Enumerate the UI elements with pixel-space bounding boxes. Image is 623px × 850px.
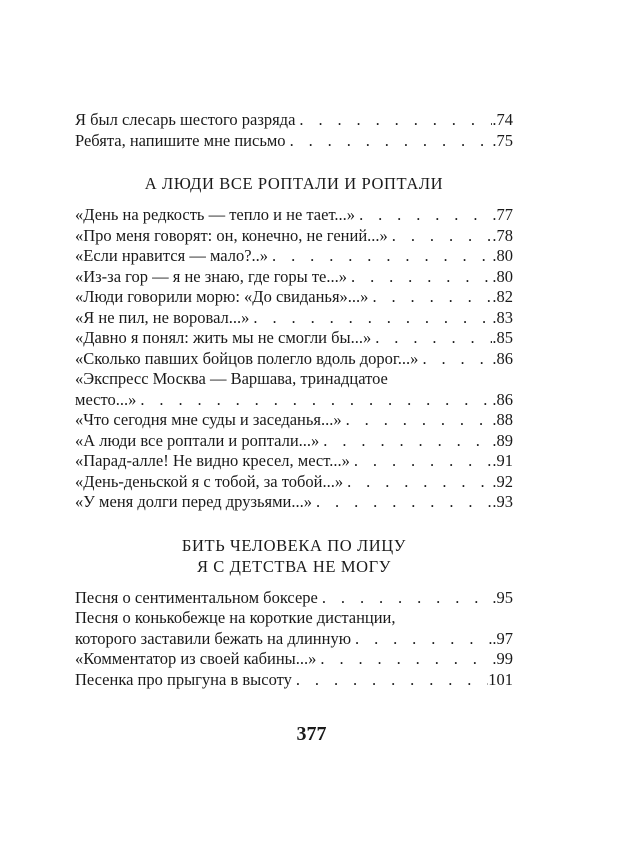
dot-leader xyxy=(286,131,493,152)
toc-entry-title: «Из-за гор — я не знаю, где горы те...» xyxy=(75,266,348,286)
toc-entry xyxy=(75,131,513,152)
dot-leader xyxy=(347,267,492,288)
section-heading-line: БИТЬ ЧЕЛОВЕКА ПО ЛИЦУ xyxy=(181,535,407,555)
toc-entry-title: «Экспресс Москва — Варшава, тринадцатое xyxy=(75,369,388,388)
toc-entry xyxy=(75,246,513,267)
section-heading-line: Я С ДЕТСТВА НЕ МОГУ xyxy=(196,556,392,576)
toc-entry xyxy=(75,390,513,411)
section-heading xyxy=(75,173,513,194)
dot-leader xyxy=(292,670,488,691)
toc-entry-title: «Если нравится — мало?..» xyxy=(75,246,269,265)
toc-entry xyxy=(75,369,513,390)
toc-entry-title: «День-деньской я с тобой, за тобой...» xyxy=(75,471,344,491)
dot-leader xyxy=(351,629,492,650)
toc-entry-page: .91 xyxy=(492,451,513,470)
toc-entry xyxy=(75,629,513,650)
section-heading-line: А ЛЮДИ ВСЕ РОПТАЛИ И РОПТАЛИ xyxy=(144,174,444,193)
toc-entry-page: .82 xyxy=(492,287,513,306)
toc-entry-page: 77 xyxy=(496,205,513,224)
toc-entry-title: «Давно я понял: жить мы не смогли бы...» xyxy=(75,328,372,347)
toc-entry-page: .93 xyxy=(492,492,513,511)
toc-entry-page: .95 xyxy=(492,587,513,607)
toc-entry-title: «Люди говорили морю: «До свиданья»...» xyxy=(75,287,369,306)
toc-entry xyxy=(75,349,513,370)
dot-leader xyxy=(418,349,492,370)
dot-leader xyxy=(316,649,492,670)
toc-entry-page: .86 xyxy=(492,348,513,368)
toc-entry-page: .80 xyxy=(492,246,513,265)
toc-entry xyxy=(75,110,513,131)
toc-entry-page: .92 xyxy=(492,471,513,491)
toc-entry xyxy=(75,205,513,226)
toc-entry-title: «День на редкость — тепло и не тает...» xyxy=(75,205,356,224)
dot-leader xyxy=(350,451,493,472)
section-heading xyxy=(75,535,513,577)
dot-leader xyxy=(388,226,493,247)
toc-entry-title: «Я не пил, не воровал...» xyxy=(75,307,250,327)
toc-entry xyxy=(75,649,513,670)
dot-leader xyxy=(136,390,492,411)
toc-entry xyxy=(75,226,513,247)
toc-entry xyxy=(75,328,513,349)
dot-leader xyxy=(319,431,492,452)
dot-leader xyxy=(268,246,492,267)
toc-entry-title: Песня о конькобежце на короткие дистанции, xyxy=(75,608,396,627)
dot-leader xyxy=(318,588,493,609)
dot-leader xyxy=(249,308,492,329)
toc-entry-title: «У меня долги перед друзьями...» xyxy=(75,492,312,511)
toc-entry-title: «Что сегодня мне суды и заседанья...» xyxy=(75,410,342,429)
toc-entry-title: «Сколько павших бойцов полегло вдоль дорог...» xyxy=(75,348,419,368)
toc-entry-title: «Про меня говорят: он, конечно, не гений...» xyxy=(75,225,388,245)
toc-entry-title: Песенка про прыгуна в высоту xyxy=(75,669,292,689)
page-number: 377 xyxy=(296,723,327,745)
toc-entry-page: .83 xyxy=(492,307,513,327)
toc-entry-page: .99 xyxy=(492,649,513,668)
toc-entry xyxy=(75,588,513,609)
toc-entry-page: .88 xyxy=(492,410,513,429)
toc-entry-title: место...» xyxy=(75,389,137,409)
dot-leader xyxy=(371,328,492,349)
toc-entry-title: Песня о сентиментальном боксере xyxy=(75,587,318,607)
toc-entry-page: .86 xyxy=(492,389,513,409)
toc-entry xyxy=(75,451,513,472)
toc-entry xyxy=(75,410,513,431)
toc-entry-page: .80 xyxy=(492,266,513,286)
toc-entry xyxy=(75,670,513,691)
toc-entry-page: .75 xyxy=(492,130,513,150)
dot-leader xyxy=(342,410,493,431)
table-of-contents xyxy=(75,110,513,690)
toc-entry xyxy=(75,308,513,329)
toc-entry-title: Ребята, напишите мне письмо xyxy=(75,130,286,150)
toc-entry xyxy=(75,431,513,452)
dot-leader xyxy=(312,492,492,513)
toc-entry-title: «А люди все роптали и роптали...» xyxy=(75,430,320,450)
dot-leader xyxy=(368,287,492,308)
toc-entry-page: .89 xyxy=(492,430,513,450)
toc-entry-title: «Комментатор из своей кабины...» xyxy=(75,649,317,668)
toc-entry-title: Я был слесарь шестого разряда xyxy=(75,110,296,129)
dot-leader xyxy=(295,110,492,131)
toc-entry-page: 101 xyxy=(488,669,513,689)
toc-entry-title: которого заставили бежать на длинную xyxy=(75,628,352,648)
toc-entry xyxy=(75,267,513,288)
toc-entry xyxy=(75,492,513,513)
toc-entry-page: .97 xyxy=(492,628,513,648)
toc-entry-page: .74 xyxy=(492,110,513,129)
toc-entry-page: .78 xyxy=(492,225,513,245)
toc-entry-title: «Парад-алле! Не видно кресел, мест...» xyxy=(75,451,350,470)
toc-entry xyxy=(75,287,513,308)
toc-entry-page: .85 xyxy=(492,328,513,347)
dot-leader xyxy=(343,472,492,493)
toc-entry xyxy=(75,608,513,629)
dot-leader xyxy=(355,205,496,226)
toc-entry xyxy=(75,472,513,493)
